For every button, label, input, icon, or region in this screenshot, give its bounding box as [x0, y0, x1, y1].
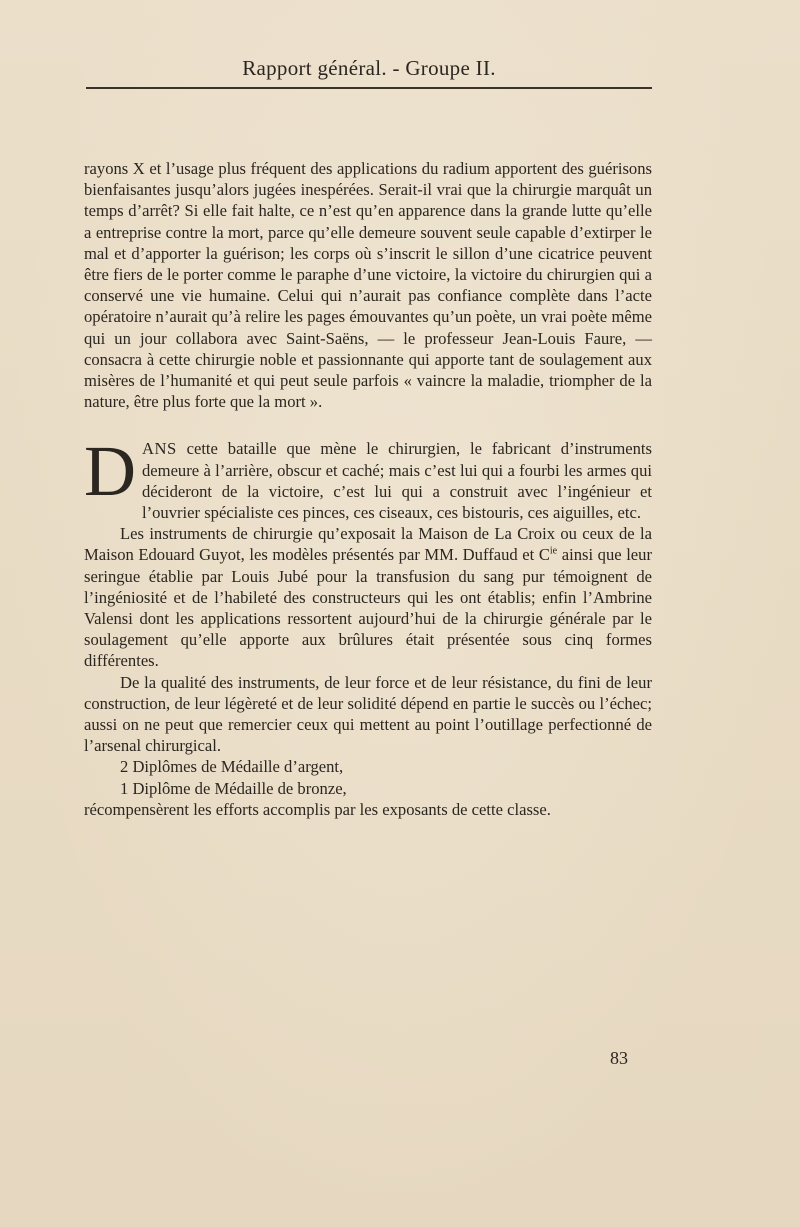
drop-cap: D: [84, 431, 136, 512]
body-text: [84, 158, 652, 820]
running-head: Rapport général. - Groupe II.: [242, 56, 496, 80]
paragraph-3-part-1: Les instruments de chirurgie qu’exposait la Maison de La Croix ou ceux de la Maison Edouard Guyot, les modèles présentés par MM. Duffaud et C: [84, 524, 652, 565]
header-rule: [86, 87, 652, 89]
paragraph-dropcap: [84, 431, 652, 523]
paragraph-3-part-2: ainsi que leur seringue établie par Louis Jubé pour la transfusion du sang pur témoignent de l’ingéniosité et de l’habileté des constructeurs qui les ont établis; enfin l’Ambrine Valensi dont les applications ressortent aujourd’hui de la chirurgie générale par le soulagement qu’elle apporte aux brûlures était présentée sous cinq formes différentes.: [84, 545, 652, 671]
superscript-ie: ie: [549, 545, 558, 557]
section-gap: [84, 412, 652, 438]
page-number: 83: [610, 1048, 628, 1068]
award-bronze: 1 Diplôme de Médaille de bronze,: [120, 778, 347, 798]
dropcap-word-rest: ANS: [142, 439, 177, 459]
paragraph-quality: De la qualité des instruments, de leur force et de leur résistance, du fini de leur construction, de leur légèreté et de leur solidité dépend en partie le succès ou l’échec; aussi on ne peut que remercier ceux qui mettent au point l’outillage perfectionné de l’arsenal chirurgical.: [84, 672, 652, 756]
closing-line: récompensèrent les efforts accomplis par les exposants de cette classe.: [84, 799, 551, 819]
award-silver: 2 Diplômes de Médaille d’argent,: [120, 757, 344, 777]
paragraph-2-text: cette bataille que mène le chirurgien, le fabricant d’instruments demeure à l’arrière, obscur et caché; mais c’est lui qui a fourbi les armes qui décideront de la victoire, c’est lui qui a construit avec l’ingénieur et l’ouvrier spécialiste ces pinces, ces ciseaux, ces bistouris, ces aiguilles, etc.: [142, 439, 652, 523]
paragraph-continued: rayons X et l’usage plus fréquent des applications du radium apportent des guérisons bienfaisantes jusqu’alors jugées inespérées. Serait-il vrai que la chirurgie marquât un temps d’arrêt? Si elle fait halte, ce n’est qu’en apparence dans la grande lutte qu’elle a entreprise contre la mort, parce qu’elle demeure souvent seule capable d’extirper le mal et d’apporter la guérison; les corps où s’inscrit le sillon d’une cicatrice peuvent être fiers de le porter comme le paraphe d’une victoire, la victoire du chirurgien qui a conservé une vie humaine. Celui qui n’aurait pas confiance complète dans l’acte opératoire n’aurait qu’à relire les pages émouvantes qu’un poète, un vrai poète même qui un jour collabora avec Saint-Saëns, — le professeur Jean-Louis Faure, — consacra à cette chirurgie noble et passionnante qui apporte tant de soulagement aux misères de l’humanité et qui peut seule parfois « vaincre la maladie, triompher de la nature, être plus forte que la mort ».: [84, 159, 652, 412]
paragraph-instruments: [84, 523, 652, 671]
